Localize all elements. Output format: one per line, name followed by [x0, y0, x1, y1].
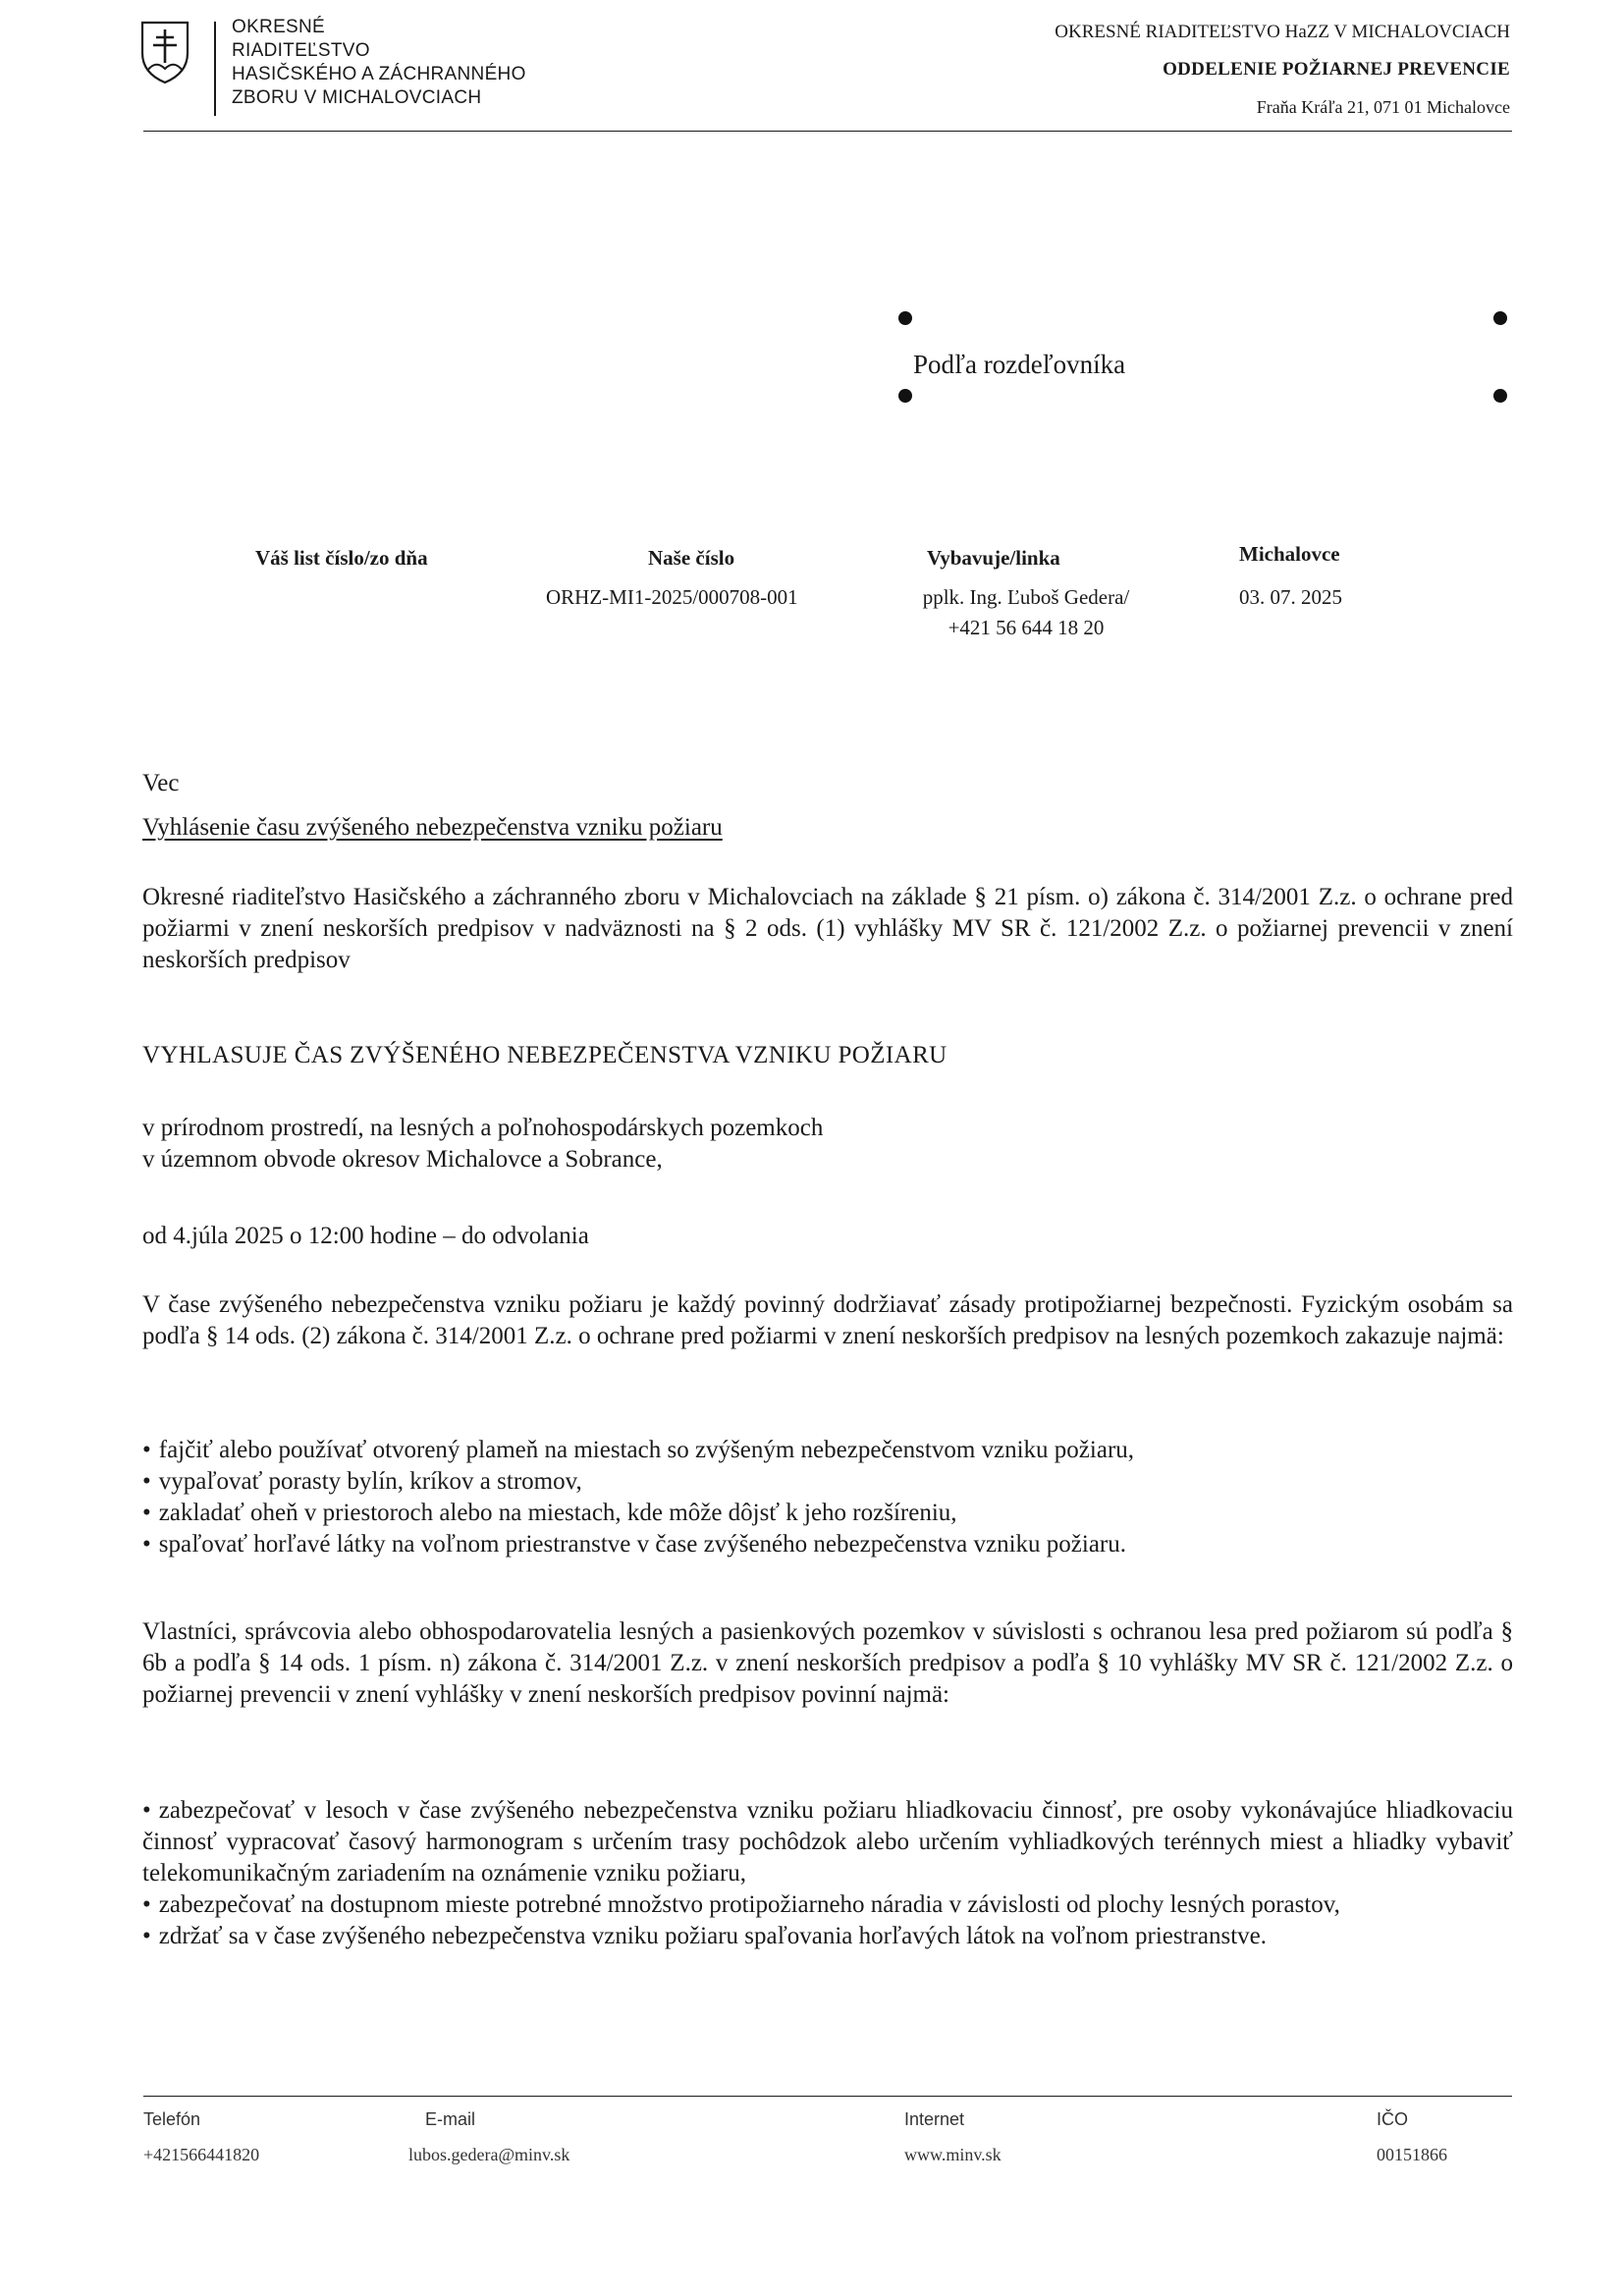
prohibitions-list	[142, 1435, 1513, 1560]
org-line-4: ZBORU V MICHALOVCIACH	[232, 87, 482, 108]
department-name: ODDELENIE POŽIARNEJ PREVENCIE	[1163, 59, 1510, 80]
footer-email: lubos.gedera@minv.sk	[408, 2145, 570, 2164]
letter-date: 03. 07. 2025	[1239, 585, 1342, 609]
org-line-3: HASIČSKÉHO A ZÁCHRANNÉHO	[232, 64, 526, 84]
address-mark-top-left	[898, 311, 912, 325]
directorate-name: OKRESNÉ RIADITEĽSTVO HaZZ V MICHALOVCIACH	[1055, 22, 1510, 42]
coat-of-arms-icon	[139, 20, 190, 84]
intro-paragraph: Okresné riaditeľstvo Hasičského a záchranného zboru v Michalovciach na základe § 21 písm. o) zákona č. 314/2001 Z.z. o ochrane pred požiarmi v znení neskorších predpisov v nadväznosti na § 2 ods. (1) vyhlášky MV SR č. 121/2002 Z.z. o požiarnej prevencii v znení neskorších predpisov	[142, 884, 1513, 973]
organization-name	[232, 16, 644, 110]
place-label: Michalovce	[1239, 542, 1340, 566]
subject-title: Vyhlásenie času zvýšeného nebezpečenstva vzniku požiaru	[142, 814, 723, 841]
owner-duties-list	[142, 1795, 1513, 1952]
your-reference-label: Váš list číslo/zo dňa	[255, 546, 428, 570]
footer-ico: 00151866	[1377, 2145, 1447, 2164]
address-mark-bottom-right	[1493, 389, 1507, 403]
footer-ico-label: IČO	[1377, 2109, 1409, 2129]
org-line-2: RIADITEĽSTVO	[232, 40, 370, 61]
address-mark-bottom-left	[898, 389, 912, 403]
addressee: Podľa rozdeľovníka	[913, 350, 1126, 379]
footer-email-label: E-mail	[425, 2109, 476, 2129]
list-item: • zabezpečovať na dostupnom mieste potrebné množstvo protipožiarneho náradia v závislosti od plochy lesných porastov,	[142, 1889, 1513, 1921]
footer-web: www.minv.sk	[904, 2145, 1001, 2164]
our-reference-label: Naše číslo	[648, 546, 735, 570]
list-item: • spaľovať horľavé látky na voľnom priestranstve v čase zvýšeného nebezpečenstva vzniku požiaru.	[142, 1529, 1513, 1560]
obligations-paragraph: V čase zvýšeného nebezpečenstva vzniku požiaru je každý povinný dodržiavať zásady protipožiarnej bezpečnosti. Fyzickým osobám sa podľa § 14 ods. (2) zákona č. 314/2001 Z.z. o ochrane pred požiarmi v znení neskorších predpisov na lesných pozemkoch zakazuje najmä:	[142, 1291, 1513, 1349]
org-line-1: OKRESNÉ	[232, 17, 326, 37]
scope-line-2: v územnom obvode okresov Michalovce a Sobrance,	[142, 1146, 663, 1173]
header-divider	[143, 131, 1512, 132]
handled-by-label: Vybavuje/linka	[927, 546, 1060, 570]
list-item: • zdržať sa v čase zvýšeného nebezpečenstva vzniku požiaru spaľovania horľavých látok na voľnom priestranstve.	[142, 1921, 1513, 1952]
footer-phone: +421566441820	[143, 2145, 260, 2164]
list-item: • fajčiť alebo používať otvorený plameň na miestach so zvýšeným nebezpečenstvom vzniku požiaru,	[142, 1435, 1513, 1466]
footer-divider	[143, 2096, 1512, 2097]
subject-label: Vec	[142, 770, 180, 796]
scope-line-1: v prírodnom prostredí, na lesných a poľnohospodárskych pozemkoch	[142, 1115, 824, 1141]
address-mark-top-right	[1493, 311, 1507, 325]
our-reference-value: ORHZ-MI1-2025/000708-001	[546, 585, 798, 609]
list-item: • vypaľovať porasty bylín, kríkov a stromov,	[142, 1466, 1513, 1498]
owners-paragraph: Vlastníci, správcovia alebo obhospodarovatelia lesných a pasienkových pozemkov v súvislosti s ochranou lesa pred požiarom sú podľa § 6b a podľa § 14 ods. 1 písm. n) zákona č. 314/2001 Z.z. v znení neskorších predpisov a podľa § 10 vyhlášky MV SR č. 121/2002 Z.z. o požiarnej prevencii v znení vyhlášky v znení neskorších predpisov povinní najmä:	[142, 1618, 1513, 1708]
header-vertical-divider	[214, 22, 216, 116]
department-block	[823, 14, 1510, 126]
footer-phone-label: Telefón	[143, 2109, 201, 2129]
department-address: Fraňa Kráľa 21, 071 01 Michalovce	[1256, 97, 1510, 117]
validity-line: od 4.júla 2025 o 12:00 hodine – do odvolania	[142, 1223, 589, 1249]
declaration-heading: VYHLASUJE ČAS ZVÝŠENÉHO NEBEZPEČENSTVA VZNIKU POŽIARU	[142, 1042, 947, 1068]
handled-by-name: pplk. Ing. Ľuboš Gedera/	[922, 585, 1130, 609]
handled-by-value	[884, 582, 1168, 643]
list-item: • zabezpečovať v lesoch v čase zvýšeného nebezpečenstva vzniku požiaru hliadkovaciu činnosť, pre osoby vykonávajúce hliadkovaciu činnosť vypracovať časový harmonogram s určením trasy pochôdzok alebo určením vyhliadkových terénnych miest a hliadky vybaviť telekomunikačným zariadením na oznámenie vzniku požiaru,	[142, 1795, 1513, 1889]
list-item: • zakladať oheň v priestoroch alebo na miestach, kde môže dôjsť k jeho rozšíreniu,	[142, 1498, 1513, 1529]
footer-web-label: Internet	[904, 2109, 965, 2129]
handled-by-phone: +421 56 644 18 20	[947, 616, 1105, 639]
